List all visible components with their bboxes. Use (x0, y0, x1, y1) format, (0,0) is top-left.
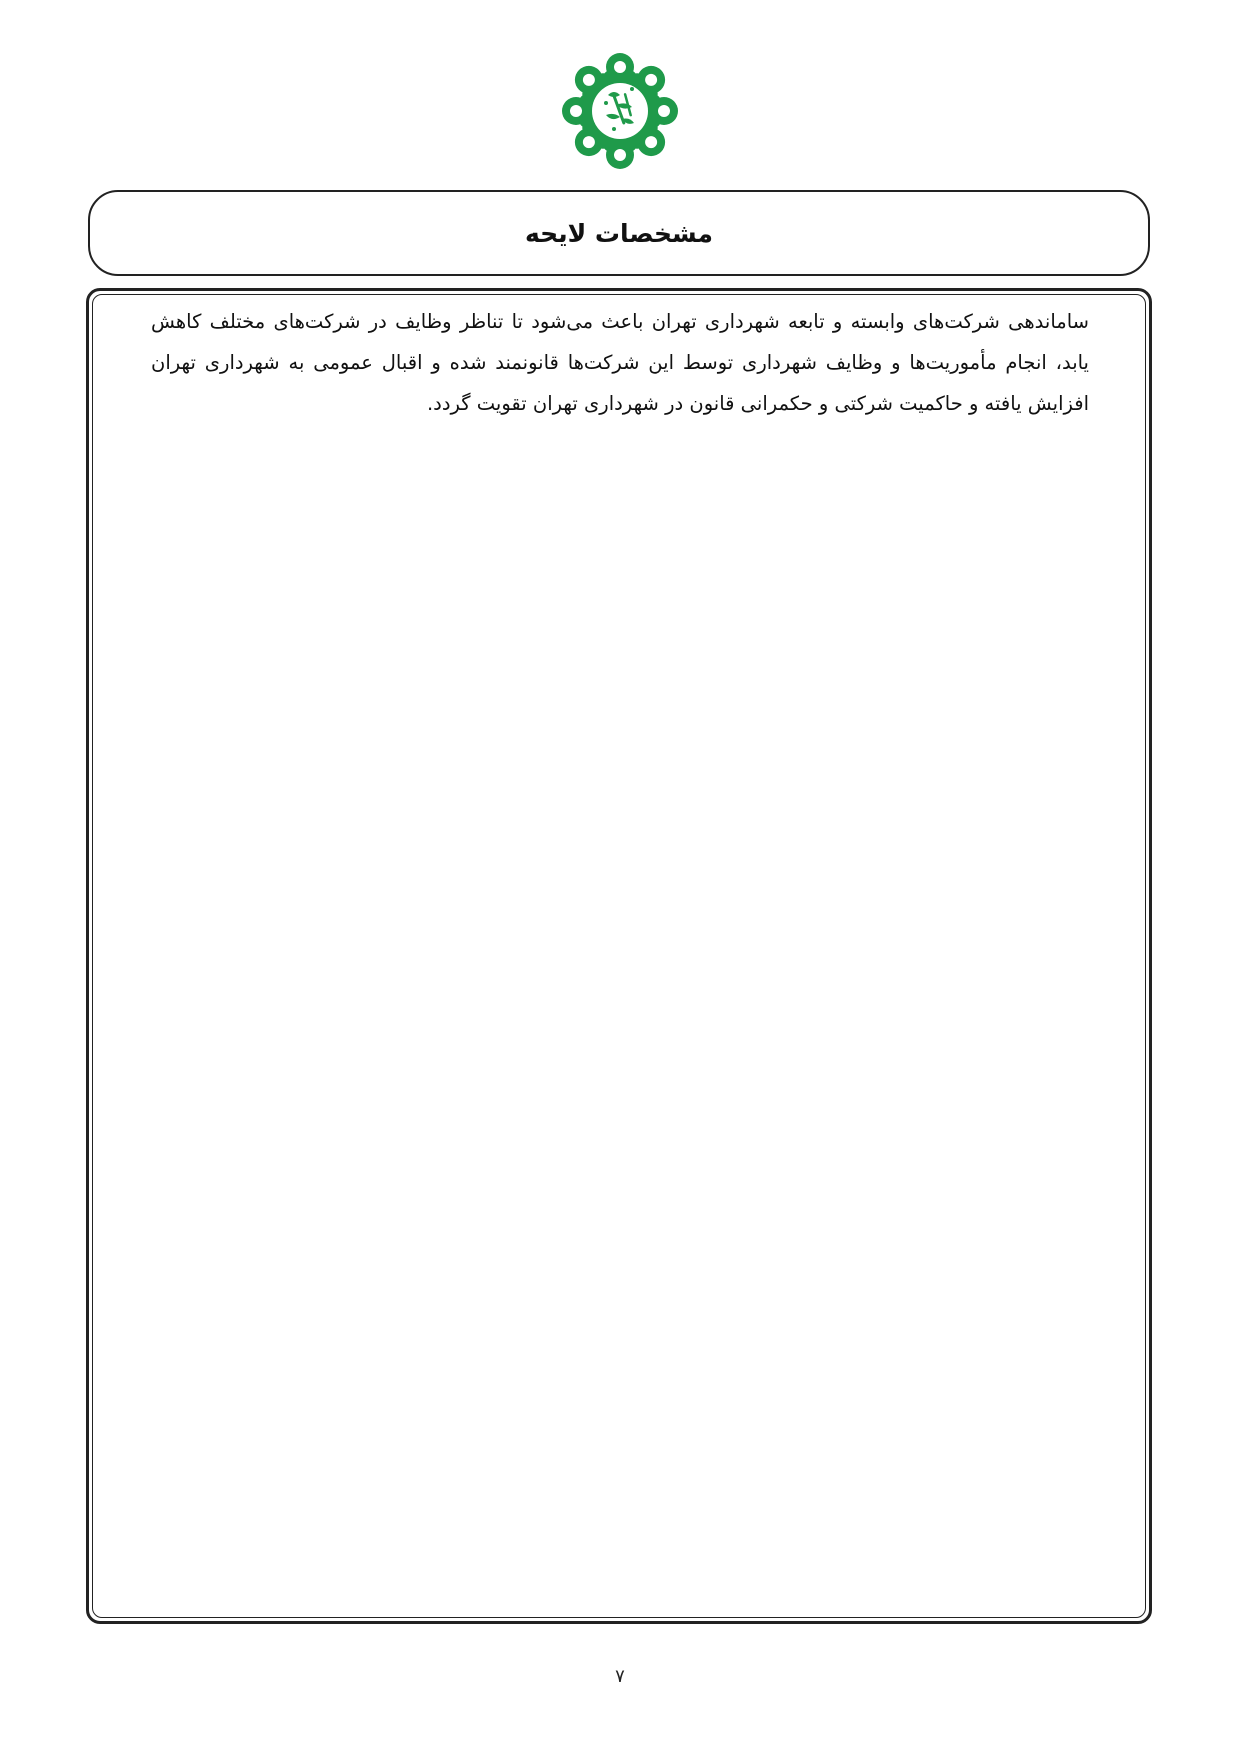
tehran-municipality-logo-icon (555, 46, 685, 176)
title-box (88, 190, 1150, 276)
municipality-logo (555, 46, 685, 176)
content-frame (86, 288, 1152, 1624)
page-title: مشخصات لایحه (525, 218, 713, 248)
page-number: ۷ (615, 1666, 625, 1687)
description-paragraph: ساماندهی شرکت‌های وابسته و تابعه شهرداری تهران باعث می‌شود تا تناظر وظایف در شرکت‌های مختلف کاهش یابد، انجام مأموریت‌ها و وظایف شهرداری توسط این شرکت‌ها قانونمند شده و اقبال عمومی به شهرداری تهران افزایش یافته و حاکمیت شرکتی و حکمرانی قانون در شهرداری تهران تقویت گردد. (151, 310, 1089, 415)
content-inner-border (92, 294, 1146, 1618)
